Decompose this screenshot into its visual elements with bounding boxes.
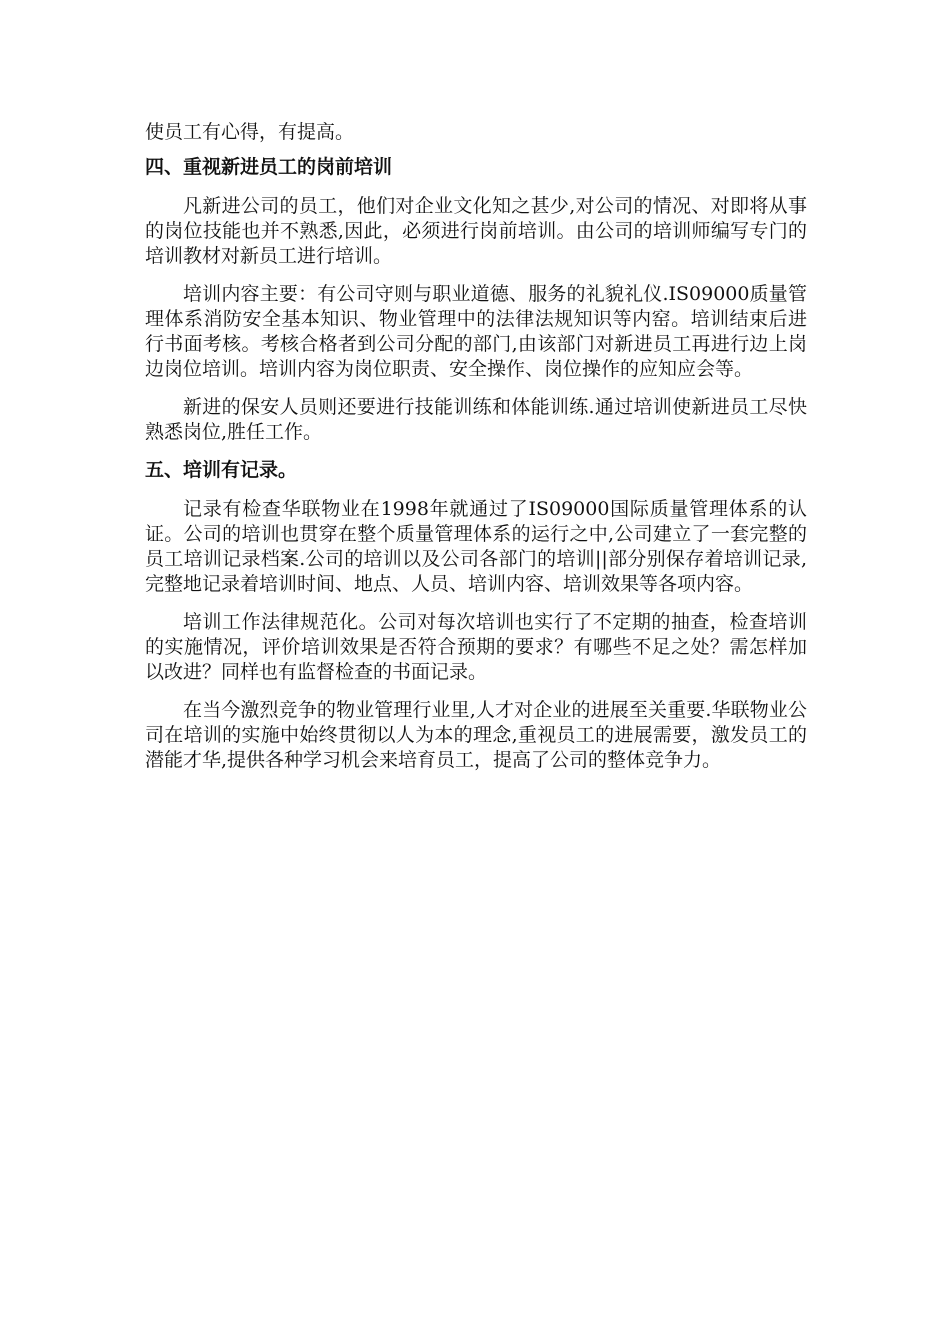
- lead-line: 使员工有心得，有提高。: [145, 121, 355, 143]
- section-5-paragraph-3: 在当今激烈竞争的物业管理行业里,人才对企业的进展至关重要.华联物业公司在培训的实施中始终贯彻以人为本的理念,重视员工的进展需要，激发员工的潜能才华,提供各种学习机会来培育员工，提高了公司的整体竞争力。: [145, 699, 807, 771]
- section-4-heading: 四、重视新进员工的岗前培训: [145, 156, 393, 178]
- section-4-paragraph-3: 新进的保安人员则还要进行技能训练和体能训练.通过培训使新进员工尽快熟悉岗位,胜任工作。: [145, 396, 807, 443]
- section-5-paragraph-2: 培训工作法律规范化。公司对每次培训也实行了不定期的抽查，检查培训的实施情况，评价培训效果是否符合预期的要求？有哪些不足之处？需怎样加以改进？同样也有监督检查的书面记录。: [145, 611, 807, 683]
- section-5-paragraph-1: 记录有检查华联物业在1998年就通过了IS09000国际质量管理体系的认证。公司的培训也贯穿在整个质量管理体系的运行之中,公司建立了一套完整的员工培训记录档案.公司的培训以及公司各部门的培训||部分别保存着培训记录,完整地记录着培训时间、地点、人员、培训内容、培训效果等各项内容。: [145, 498, 807, 595]
- document-body: [145, 120, 807, 786]
- section-4-paragraph-2: 培训内容主要：有公司守则与职业道德、服务的礼貌礼仪.IS09000质量管理体系消防安全基本知识、物业管理中的法律法规知识等内窑。培训结束后进行书面考核。考核合格者到公司分配的部门,由该部门对新进员工再进行边上岗边岗位培训。培训内容为岗位职责、安全操作、岗位操作的应知应会等。: [145, 283, 807, 380]
- section-5-heading: 五、培训有记录。: [145, 459, 298, 481]
- section-4-paragraph-1: 凡新进公司的员工，他们对企业文化知之甚少,对公司的情况、对即将从事的岗位技能也并不熟悉,因此，必须进行岗前培训。由公司的培训师编写专门的培训教材对新员工进行培训。: [145, 195, 807, 267]
